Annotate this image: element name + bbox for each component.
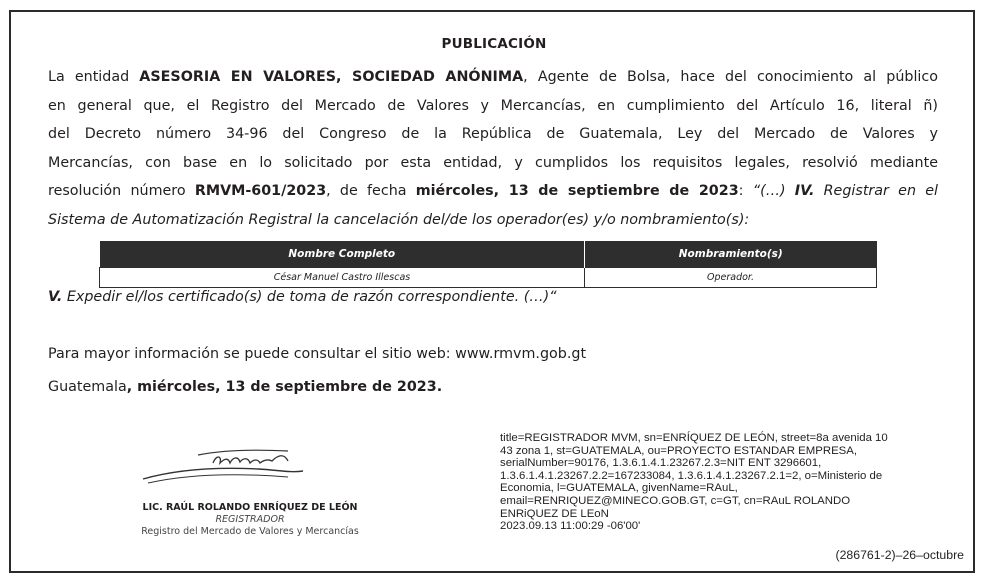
body-line-4: Mercancías, con base en lo solicitado por esta entidad, y cumplidos los requisitos legales, resolvió mediante: [48, 154, 938, 171]
expedir-line: V. Expedir el/los certificado(s) de toma de razón correspondiente. (…)“: [48, 289, 557, 305]
signatory-role: REGISTRADOR: [215, 514, 285, 525]
body-line-2: en general que, el Registro del Mercado de Valores y Mercancías, en cumplimiento del Artículo 16, literal ñ): [48, 97, 938, 114]
header-nombramiento: Nombramiento(s): [585, 241, 877, 268]
more-info-line: Para mayor información se puede consultar el sitio web: www.rmvm.gob.gt: [48, 346, 587, 362]
body-line-3: del Decreto número 34-96 del Congreso de la República de Guatemala, Ley del Mercado de Valores y: [48, 126, 938, 143]
signatory-org: Registro del Mercado de Valores y Mercancías: [141, 526, 359, 537]
resolution-date: miércoles, 13 de septiembre de 2023: [415, 183, 739, 200]
header-nombre-completo: Nombre Completo: [100, 241, 585, 268]
cert-line: 43 zona 1, st=GUATEMALA, ou=PROYECTO ESTANDAR EMPRESA,: [500, 444, 858, 457]
table-header-row: [100, 241, 877, 268]
cert-line: title=REGISTRADOR MVM, sn=ENRÍQUEZ DE LEÓN, street=8a avenida 10: [500, 432, 888, 444]
publication-title: PUBLICACIÓN: [441, 36, 547, 52]
signatory-name: LIC. RAÚL ROLANDO ENRÍQUEZ DE LEÓN: [142, 502, 358, 513]
cell-nombre: César Manuel Castro Illescas: [100, 268, 585, 288]
cert-line: 1.3.6.1.4.1.23267.2.2=167233084, 1.3.6.1.4.1.23267.2.1=2, o=Ministerio de: [500, 469, 883, 482]
table-row: [100, 268, 877, 288]
entity-name: ASESORIA EN VALORES, SOCIEDAD ANÓNIMA: [139, 69, 524, 85]
cert-line: serialNumber=90176, 1.3.6.1.4.1.23267.2.3=NIT ENT 3296601,: [500, 457, 822, 470]
digital-signature-block: [500, 432, 970, 533]
cert-line: ENRiQUEZ DE LEoN: [500, 507, 609, 520]
handwritten-signature: [138, 441, 308, 489]
publication-reference: (286761-2)–26–octubre: [835, 548, 964, 562]
body-line-6: Sistema de Automatización Registral la cancelación del/de los operador(es) y/o nombramiento(s):: [48, 211, 750, 228]
cert-line: 2023.09.13 11:00:29 -06'00': [500, 520, 641, 533]
publication-body: [48, 63, 938, 235]
resolution-number: RMVM-601/2023: [194, 183, 327, 200]
cell-nombramiento: Operador.: [585, 268, 877, 288]
cert-line: Economia, l=GUATEMALA, givenName=RAuL,: [500, 482, 738, 495]
place-date-line: Guatemala, miércoles, 13 de septiembre de 2023.: [48, 379, 443, 395]
body-line-5: resolución número RMVM-601/2023, de fecha miércoles, 13 de septiembre de 2023: “(…) IV. Registrar en el: [48, 183, 938, 200]
operators-table: [99, 241, 877, 288]
body-line-1: La entidad ASESORIA EN VALORES, SOCIEDAD ANÓNIMA, Agente de Bolsa, hace del conocimiento al público: [48, 69, 939, 85]
cert-line: email=RENRIQUEZ@MINECO.GOB.GT, c=GT, cn=RAuL ROLANDO: [500, 494, 851, 507]
